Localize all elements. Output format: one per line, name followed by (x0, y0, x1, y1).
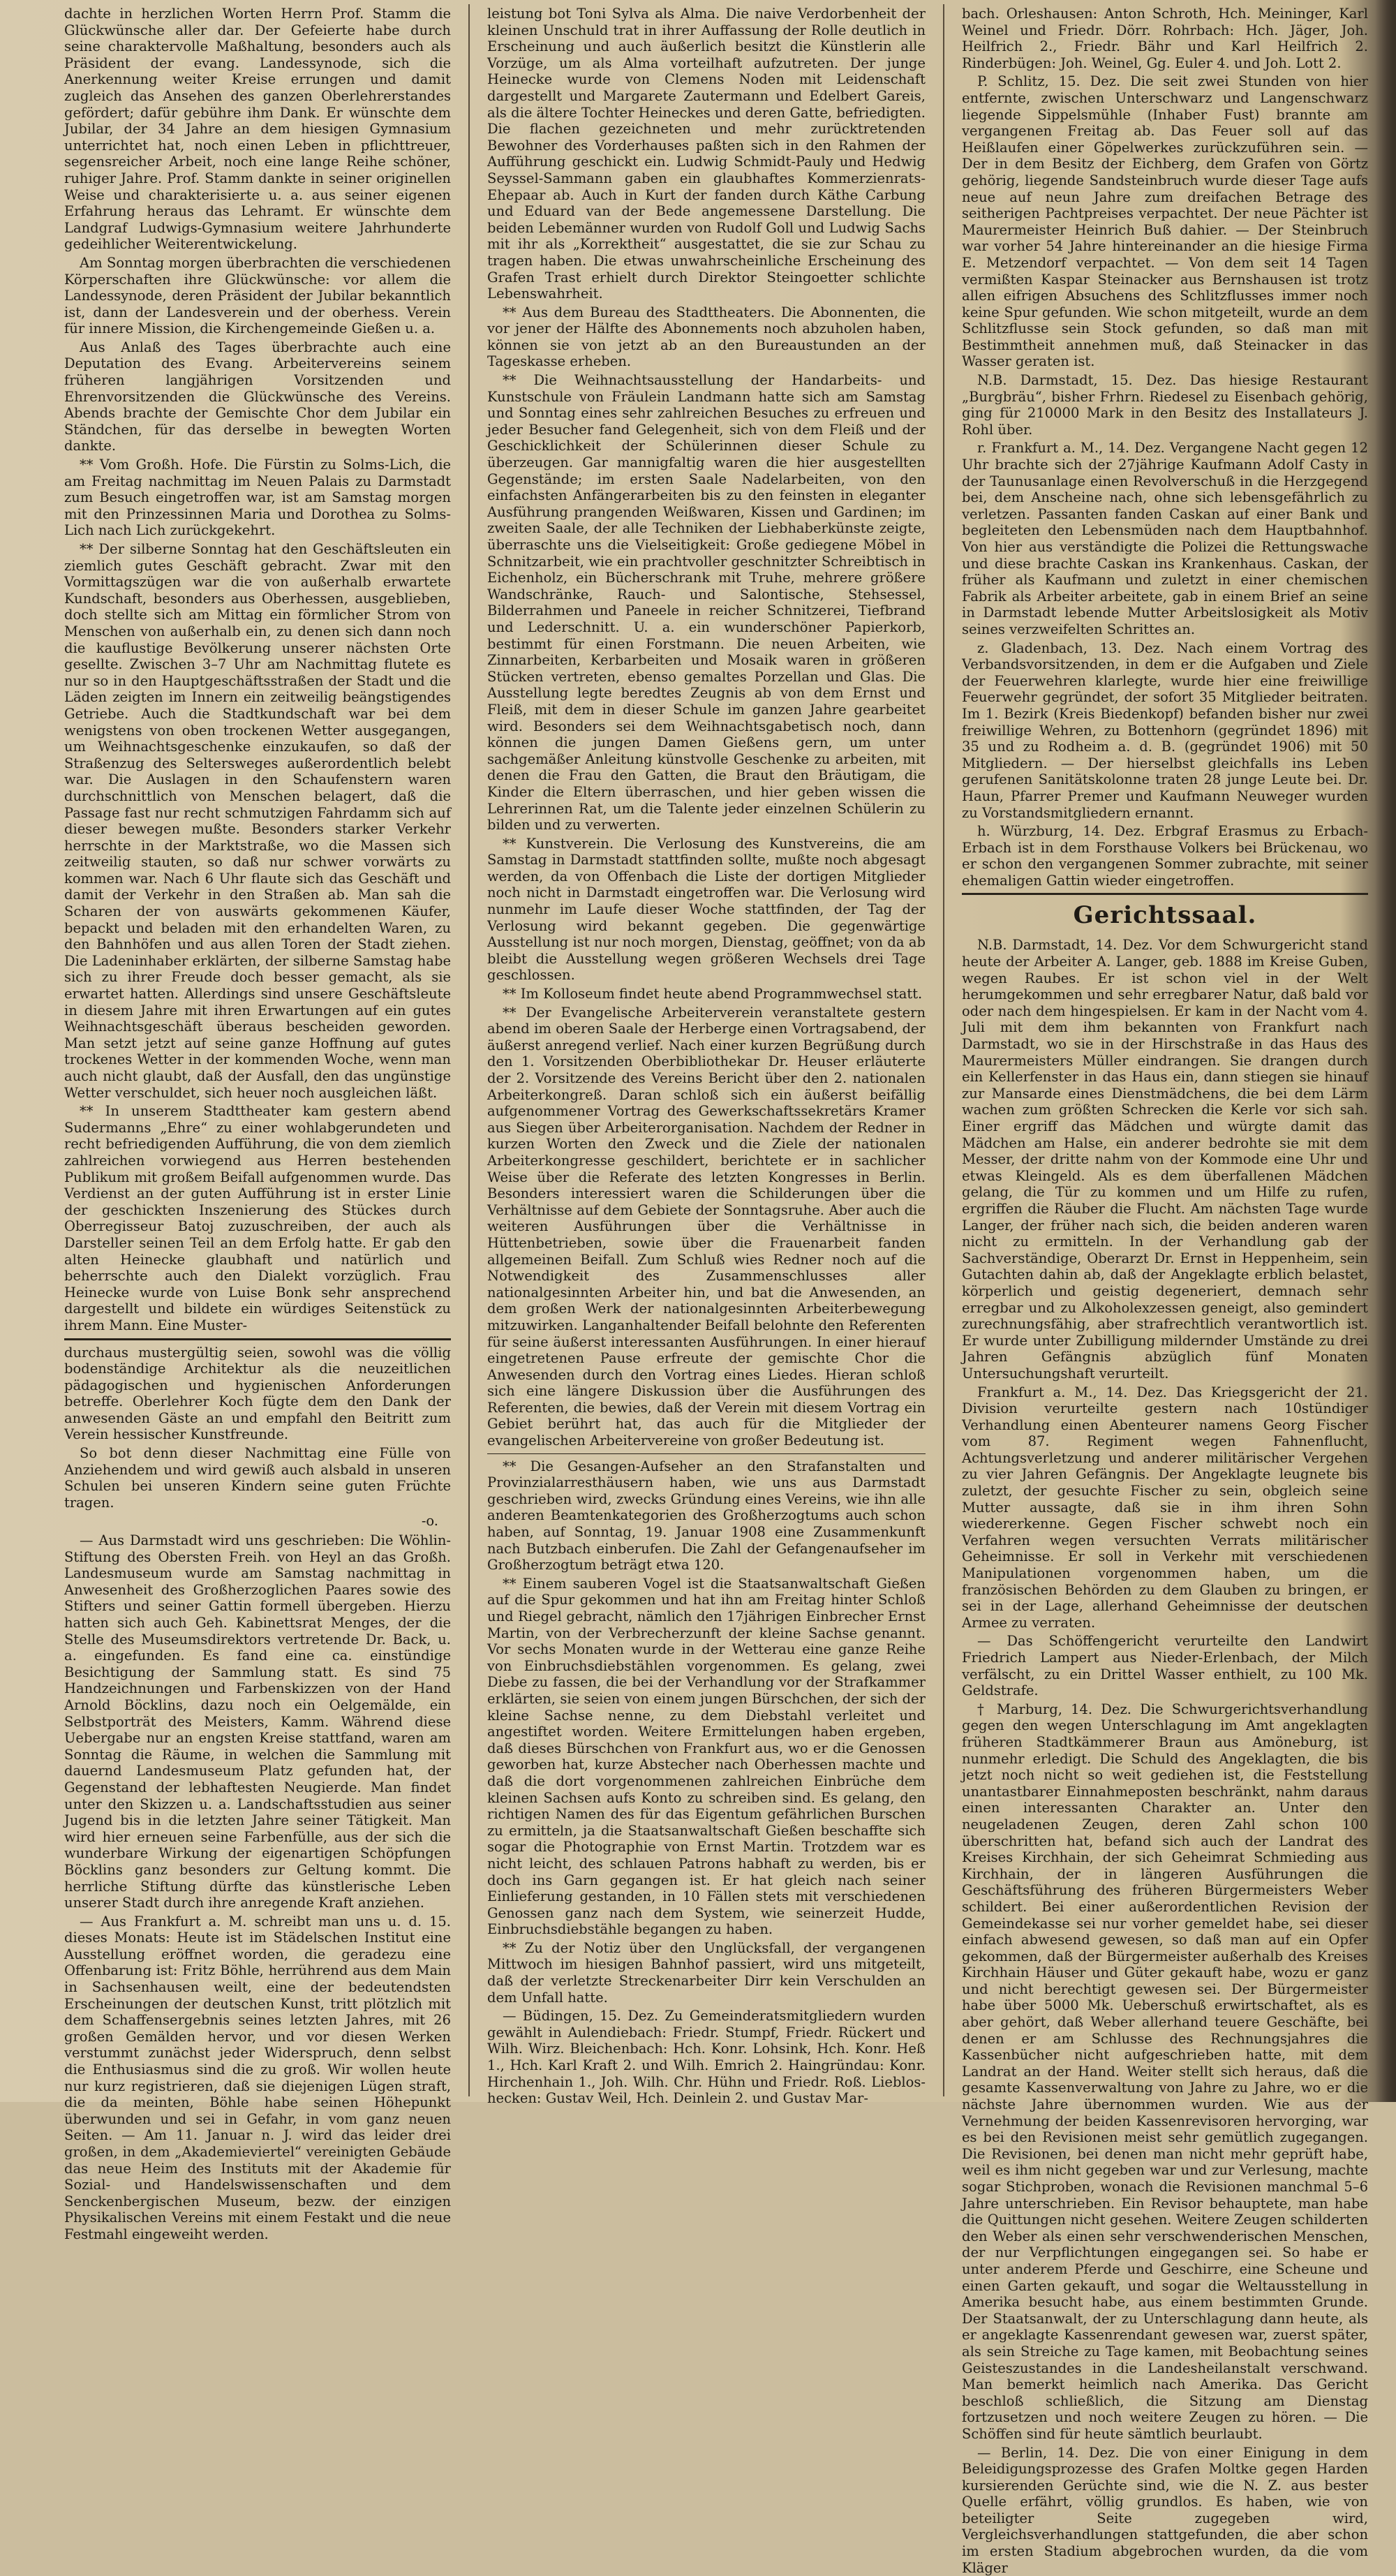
article-paragraph: Aus Anlaß des Tages überbrachte auch eine Deputation des Evang. Arbeitervereins seinem früheren langjährigen Vorsitzenden und Ehrenvorsitzenden die Glückwünsche des Vereins. Abends brachte der Gemischte Chor dem Jubilar ein Ständchen, für das derselbe in bewegten Worten dankte. (64, 339, 451, 454)
article-paragraph: r. Frankfurt a. M., 14. Dez. Vergangene Nacht gegen 12 Uhr brachte sich der 27jährige Kaufmann Adolf Casty in der Taunusanlage einen Revolverschuß in die Herzgegend bei, dem Anscheine nach, ohne sich lebensgefährlich zu verletzen. Passanten fanden Caskan auf einer Bank und begleiteten den Lebensmüden nach dem Hauptbahnhof. Von hier aus verständigte die Polizei die Rettungswache und diese brachte Caskan ins Krankenhaus. Caskan, der früher als Kaufmann und zuletzt in einer chemischen Fabrik als Arbeiter arbeitete, gab in einem Brief an seine in Darmstadt lebende Mutter Arbeitslosigkeit als Motiv seines verzweifelten Schrittes an. (962, 440, 1368, 637)
article-paragraph: — Aus Darmstadt wird uns geschrieben: Die Wöhlin-Stiftung des Obersten Freih. von Heyl an das Großh. Landesmuseum wurde am Samstag nachmittag in Anwesenheit des Großherzoglichen Paares sowie des Stifters und seiner Gattin formell übergeben. Hierzu hatten sich auch Geh. Kabinettsrat Menges, der die Stelle des Museumsdirektors vertretende Dr. Back, u. a. eingefunden. Es fand eine ca. einstündige Besichtigung der Sammlung statt. Es sind 75 Handzeichnungen und Farbenskizzen von der Hand Arnold Böcklins, dazu noch ein Oelgemälde, ein Selbstporträt des Meisters, Kamm. Während diese Uebergabe nur an engsten Kreise stattfand, waren am Sonntag die Räume, in welchen die Sammlung mit dauernd Landesmuseum Platz gefunden hat, der Gegenstand der lebhaftesten Neugierde. Man findet unter den Skizzen u. a. Landschaftsstudien aus seiner Jugend bis in die letzten Jahre seiner Tätigkeit. Man wird hier erneuen seine Farbenfülle, aus der sich die wunderbare Wirkung der eigenartigen Schöpfungen Böcklins ganz besonders zur Geltung kommt. Die herrliche Stiftung dürfte das künstlerische Leben unserer Stadt durch ihre anregende Kraft anziehen. (64, 1532, 451, 1911)
article-paragraph: ** Im Kolloseum findet heute abend Programmwechsel statt. (487, 986, 926, 1002)
binding-edge-shadow (1375, 0, 1396, 2102)
article-paragraph: ** Einem sauberen Vogel ist die Staatsanwaltschaft Gießen auf die Spur gekommen und hat ihn am Freitag hinter Schloß und Riegel gebracht, nämlich den 17jährigen Einbrecher Ernst Martin, von der Verbrecherzunft der kleine Sachse genannt. Vor sechs Monaten wurde in der Wetterau eine ganze Reihe von Einbruchsdiebstählen vorgenommen. Es gelang, zwei Diebe zu fassen, die bei der Verhandlung vor der Strafkammer erklärten, sie seien von einem jungen Bürschchen, der sich der kleine Sachse nenne, zu dem Diebstahl verleitet und angestiftet worden. Weitere Ermittelungen haben ergeben, daß dieses Bürschchen von Frankfurt aus, wo er die Genossen geworben hat, kurze Abstecher nach Oberhessen machte und daß die dort vorgenommenen zahlreichen Einbrüche dem kleinen Sachsen aufs Konto zu schreiben sind. Es gelang, den richtigen Namen des für das Eigentum gefährlichen Burschen zu ermitteln, ja die Staatsanwaltschaft Gießen beschaffte sich sogar die Photographie von Ernst Martin. Trotzdem war es nicht leicht, des schlauen Patrons habhaft zu werden, bis er doch ins Garn gegangen ist. Er hat gleich nach seiner Einlieferung gestanden, in 10 Fällen stets mit verschiedenen Genossen ganz nach dem System, wie seinerzeit Hudde, Einbruchsdiebstähle begangen zu haben. (487, 1576, 926, 1938)
article-paragraph: ** Aus dem Bureau des Stadttheaters. Die Abonnenten, die vor jener der Hälfte des Abonnements noch abzuholen haben, können sie von jetzt ab an den Bureaustunden an der Tageskasse erheben. (487, 304, 926, 370)
article-paragraph: ** Der Evangelische Arbeiterverein veranstaltete gestern abend im oberen Saale der Herberge einen Vortragsabend, der äußerst anregend verlief. Nach einer kurzen Begrüßung durch den 1. Vorsitzenden Oberbibliothekar Dr. Heuser erläuterte der 2. Vorsitzende des Vereins Bericht über den 2. nationalen Arbeiterkongreß. Daran schloß sich ein äußerst beifällig aufgenommener Vortrag des Gewerkschaftssekretärs Kramer aus Siegen über Arbeiterorganisation. Nachdem der Redner in kurzen Worten den Zweck und die Ziele der nationalen Arbeiterkongresse geschildert, berichtete er in sachlicher Weise über die Referate des letzten Kongresses in Berlin. Besonders interessiert waren die Schilderungen über die Verhältnisse auf dem Gebiete der Sonntagsruhe. Aber auch die weiteren Ausführungen über die Verhältnisse in Hüttenbetrieben, sowie über die Frauenarbeit fanden allgemeinen Beifall. Zum Schluß wies Redner noch auf die Notwendigkeit des Zusammenschlusses aller nationalgesinnten Arbeiter hin, und bat die Anwesenden, an dem großen Werk der nationalgesinnten Arbeiterbewegung mitzuwirken. Langanhaltender Beifall belohnte den Referenten für seine äußerst interessanten Ausführungen. In einer hierauf eingetretenen Pause erfreute der gemischte Chor die Anwesenden durch den Vortrag eines Liedes. Hieran schloß sich eine längere Diskussion über die Ausführungen des Referenten, die bewies, daß der Verein mit diesem Vortrag ein Gebiet berührt hat, das auch für die Mitglieder der evangelischen Arbeitervereine von großer Bedeutung ist. (487, 1005, 926, 1449)
article-paragraph: N.B. Darmstadt, 14. Dez. Vor dem Schwurgericht stand heute der Arbeiter A. Langer, geb. 1888 im Kreise Guben, wegen Raubes. Er ist schon viel in der Welt herumgekommen und sehr erregbarer Natur, daß bald vor oder nach dem hingespielsen. Er kam in der Nacht vom 4. Juli mit dem ihm bekannten von Frankfurt nach Darmstadt, wo sie in der Hirschstraße in das Haus des Maurermeisters Müller eindrangen. Sie drangen durch ein Kellerfenster in das Haus ein, dann stiegen sie hinauf zur Mansarde eines Dienstmädchens, die bei dem Lärm wachen zum größten Schrecken die Kerle vor sich sah. Einer ergriff das Mädchen und würgte damit das Mädchen am Halse, ein anderer bedrohte sie mit dem Messer, der dritte nahm von der Kommode eine Uhr und etwas Kleingeld. Als es dem überfallenen Mädchen gelang, die Tür zu kommen und um Hilfe zu rufen, ergriffen die Räuber die Flucht. Am nächsten Tage wurde Langer, der früher nach sich, die beiden anderen waren nicht zu ermitteln. In der Verhandlung gab der Sachverständige, Oberarzt Dr. Ernst in Heppenheim, sein Gutachten dahin ab, daß der Angeklagte erblich belastet, körperlich und geistig degeneriert, demnach sehr erregbar und zu Alkoholexzessen geneigt, also gemindert zurechnungsfähig, aber strafrechtlich verantwortlich ist. Er wurde unter Zubilligung mildernder Umstände zu drei Jahren Gefängnis abzüglich fünf Monaten Untersuchungshaft verurteilt. (962, 937, 1368, 1382)
article-paragraph: So bot denn dieser Nachmittag eine Fülle von Anziehendem und wird gewiß auch alsbald in unseren Schulen bei unseren Kindern seine guten Früchte tragen. (64, 1445, 451, 1511)
article-paragraph: durchaus mustergültig seien, sowohl was die völlig bodenständige Architektur als die neuzeitlichen pädagogischen und hygienischen Anforderungen betreffe. Oberlehrer Koch fügte dem den Dank der anwesenden Gäste an und empfahl den Beitritt zum Verein hessischer Kunstfreunde. (64, 1345, 451, 1444)
article-paragraph: Frankfurt a. M., 14. Dez. Das Kriegsgericht der 21. Division verurteilte gestern nach 10stündiger Verhandlung einen Abenteurer namens Georg Fischer vom 87. Regiment wegen Fahnenflucht, Achtungsverletzung und anderer militärischer Vergehen zu vier Jahren Gefängnis. Der Angeklagte leugnete bis zuletzt, der gesuchte Fischer zu sein, obgleich seine Mutter aussagte, daß sie in ihm ihren Sohn wiedererkenne. Gegen Fischer schwebt noch ein Verfahren wegen versuchten Verrats militärischer Geheimnisse. Er soll in Verkehr mit verschiedenen Manipulationen vorgenommen haben, um die französischen Behörden zu dem Glauben zu bringen, er sei in der Lage, allerhand Geheimnisse der deutschen Armee zu verraten. (962, 1384, 1368, 1631)
article-paragraph: Am Sonntag morgen überbrachten die verschiedenen Körperschaften ihre Glückwünsche: vor allem die Landessynode, deren Präsident der Jubilar bekanntlich ist, dann der Landesverein und der oberhess. Verein für innere Mission, die Kirchengemeinde Gießen u. a. (64, 255, 451, 337)
article-paragraph: h. Würzburg, 14. Dez. Erbgraf Erasmus zu Erbach-Erbach ist in dem Forsthause Volkers bei Brückenau, wo er schon den vergangenen Sommer zubrachte, mit seiner ehemaligen Gattin wieder eingetroffen. (962, 823, 1368, 889)
article-paragraph: N.B. Darmstadt, 15. Dez. Das hiesige Restaurant „Burgbräu“, bisher Frhrn. Riedesel zu Eisenbach gehörig, ging für 210000 Mark in den Besitz des Installateurs J. Rohl über. (962, 372, 1368, 438)
section-heading: Gerichtssaal. (962, 901, 1368, 930)
article-paragraph: † Marburg, 14. Dez. Die Schwurgerichtsverhandlung gegen den wegen Unterschlagung im Amt angeklagten früheren Stadtkämmerer Braun aus Amöneburg, ist nunmehr erledigt. Die Schuld des Angeklagten, die bis jetzt noch nicht so weit gediehen ist, die Feststellung unantastbarer Einnahmeposten beschränkt, nahm daraus einen interessanten Charakter an. Unter den neugeladenen Zeugen, deren Zahl schon 100 überschritten hat, befand sich auch der Landrat des Kreises Kirchhain, der sich Geheimrat Schmieding aus Kirchhain, der in längeren Ausführungen die Geschäftsführung des früheren Bürgermeisters Weber schildert. Bei einer außerordentlichen Revision der Gemeindekasse sei nur vorher gemeldet habe, sei dieser einfach abwesend gewesen, so daß man auf ein Opfer gekommen, daß der Bürgermeister außerhalb des Kreises Kirchhain Häuser und Güter gekauft habe, wozu er ganz und nicht berechtigt gewesen sei. Der Bürgermeister habe über 5000 Mk. Ueberschuß erwirtschaftet, als es aber gehört, daß Weber allerhand teuere Geschäfte, bei denen er am Schlusse des Rechnungsjahres die Kassenbücher nicht aufgeschrieben hatte, mit dem Landrat an der Hand. Weiter stellt sich heraus, daß die gesamte Kassenverwaltung von Jahre zu Jahre, wo er die nächste Jahre übernommen wurden. Wie aus der Vernehmung der beiden Kassenrevisoren hervorging, war es bei den Revisionen meist sehr gemütlich zugegangen. Die Revisionen, bei denen man nicht mehr geprüft habe, weil es ihm nicht gegeben war und zur Verlesung, machte sogar Stichproben, wonach die Revisionen manchmal 5–6 Jahre unterschrieben. Ein Revisor behauptete, man habe die Quittungen nicht gesehen. Weitere Zeugen schilderten den Weber als einen sehr verschwenderischen Menschen, der nur Verpflichtungen eingegangen sei. So habe er unter anderem Pferde und Geschirre, eine Scheune und einen Garten gekauft, und sogar die Weltausstellung in Amerika besucht habe, aus einem bestimmten Grunde. Der Staatsanwalt, der zu Unterschlagung dann heute, als er angeklagte Kassenrendant gewesen war, zuerst später, als sein Streiche zu Tage kamen, mit Beobachtung seines Geisteszustandes in die Landesheilanstalt verschwand. Man bemerkt heimlich nach Amerika. Das Gericht beschloß schließlich, die Sitzung am Dienstag fortzusetzen und noch weitere Zeugen zu hören. — Die Schöffen sind für heute sämtlich beurlaubt. (962, 1701, 1368, 2443)
article-paragraph: ** Zu der Notiz über den Unglücksfall, der vergangenen Mittwoch im hiesigen Bahnhof passiert, wird uns mitgeteilt, daß der verletzte Streckenarbeiter Dirr kein Verschulden an dem Unfall hatte. (487, 1940, 926, 2006)
article-paragraph: P. Schlitz, 15. Dez. Die seit zwei Stunden von hier entfernte, zwischen Unterschwarz und Langenschwarz liegende Sippelsmühle (Inhaber Fust) brannte am vergangenen Freitag ab. Das Feuer soll auf das Heißlaufen einer Göpelwerkes zurückzuführen sein. — Der in dem Besitz der Eichberg, dem Grafen von Görtz gehörig, liegende Sandsteinbruch wurde dieser Tage aufs neue auf neun Jahre zum dreifachen Betrage des seitherigen Pachtpreises verpachtet. Der neue Pächter ist Maurermeister Heinrich Buß dahier. — Der Steinbruch war vorher 54 Jahre hintereinander an die hiesige Firma E. Metzendorf verpachtet. — Von dem seit 14 Tagen vermißten Kaspar Steinacker aus Bernshausen ist trotz allen eifrigen Absuchens des Schlitzflusses immer noch keine Spur gefunden. Wie schon mitgeteilt, wurde an dem Schlitzflusse sein Stock gefunden, so daß man mit Bestimmtheit annehmen muß, daß Steinacker in das Wasser geraten ist. (962, 73, 1368, 370)
article-paragraph: dachte in herzlichen Worten Herrn Prof. Stamm die Glückwünsche aller dar. Der Gefeierte habe durch seine charaktervolle Maßhaltung, besonders auch als Präsident der evang. Landessynode, sich die Anerkennung weiter Kreise errungen und damit zugleich das Ansehen des ganzen Oberlehrerstandes gefördert; dafür gebühre ihm Dank. Er wünschte dem Jubilar, der 34 Jahre an dem hiesigen Gymnasium unterrichtet hat, noch einen Leben in pflichttreuer, segensreicher Arbeit, noch eine lange Reihe schöner, ruhiger Jahre. Prof. Stamm dankte in seiner originellen Weise und charakterisierte u. a. aus seiner eigenen Erfahrung heraus das Lehramt. Er wünschte dem Landgraf Ludwigs-Gymnasium weitere Jahrhunderte gedeihlicher Weiterentwickelung. (64, 6, 451, 253)
column-1 (64, 6, 451, 2095)
section-divider (64, 1338, 451, 1340)
article-paragraph: ** Vom Großh. Hofe. Die Fürstin zu Solms-Lich, die am Freitag nachmittag im Neuen Palais zu Darmstadt zum Besuch eingetroffen war, ist am Samstag morgen mit den Prinzessinnen Maria und Dorothea zu Solms-Lich nach Lich zurückgekehrt. (64, 457, 451, 539)
article-paragraph: z. Gladenbach, 13. Dez. Nach einem Vortrag des Verbandsvorsitzenden, in dem er die Aufgaben und Ziele der Feuerwehren klarlegte, wurde hier eine freiwillige Feuerwehr gegründet, der sofort 35 Mitglieder beitraten. Im 1. Bezirk (Kreis Biedenkopf) befanden bisher nur zwei freiwillige Wehren, zu Bottenhorn (gegründet 1896) mit 35 und zu Rodheim a. d. B. (gegründet 1906) mit 50 Mitgliedern. — Der hierselbst gleichfalls ins Leben gerufenen Sanitätskolonne traten 28 junge Leute bei. Dr. Haun, Pfarrer Premer und Kaufmann Neuweger wurden zu Vorstandsmitgliedern ernannt. (962, 640, 1368, 822)
signature: -o. (64, 1513, 438, 1530)
section-divider (962, 893, 1368, 895)
column-rule (468, 4, 470, 2096)
column-rule (943, 4, 944, 2096)
article-paragraph: leistung bot Toni Sylva als Alma. Die naive Verdorbenheit der kleinen Unschuld trat in ihrer Auffassung der Rolle deutlich in Erscheinung und auch äußerlich besitzt die Künstlerin alle Vorzüge, um als Alma vorteilhaft aufzutreten. Der junge Heinecke wurde von Clemens Noden mit Leidenschaft dargestellt und Margarete Zautermann und Edelbert Gareis, als die ältere Tochter Heineckes und deren Gatte, befriedigten. Die flachen gezeichneten und mehr zurücktretenden Bewohner des Vorderhauses paßten sich in den Rahmen der Aufführung geschickt ein. Ludwig Schmidt-Pauly und Hedwig Seyssel-Sammann gaben ein glaubhaftes Kommerzienrats-Ehepaar ab. Auch in Kurt der fanden durch Käthe Carbung und Eduard van der Bede angemessene Darstellung. Die beiden Lebemänner wurden von Rudolf Goll und Ludwig Sachs mit ihr als „Korrektheit“ ausgestattet, die sie zur Schau zu tragen haben. Die etwas unwahrscheinliche Erscheinung des Grafen Trast erhielt durch Direktor Steingoetter schlichte Lebenswahrheit. (487, 6, 926, 302)
article-paragraph: bach. Orleshausen: Anton Schroth, Hch. Meininger, Karl Weinel und Friedr. Dörr. Rohrbach: Hch. Jäger, Joh. Heilfrich 2., Friedr. Bähr und Karl Heilfrich 2. Rinderbügen: Joh. Weinel, Gg. Euler 4. und Joh. Lott 2. (962, 6, 1368, 71)
column-2 (487, 6, 926, 2095)
column-3 (962, 6, 1368, 2095)
article-paragraph: — Büdingen, 15. Dez. Zu Gemeinderatsmitgliedern wurden gewählt in Aulendiebach: Friedr. Stumpf, Friedr. Rückert und Wilh. Wirz. Bleichenbach: Hch. Konr. Lohsink, Hch. Konr. Heß 1., Hch. Karl Kraft 2. und Wilh. Emrich 2. Haingründau: Konr. Hirchenhain 1., Joh. Wilh. Chr. Hühn und Friedr. Roß. Lieblos-hecken: Gustav Weil, Hch. Deinlein 2. und Gustav Mar- (487, 2008, 926, 2107)
section-divider (487, 1453, 926, 1454)
article-paragraph: — Berlin, 14. Dez. Die von einer Einigung in dem Beleidigungsprozesse des Grafen Moltke gegen Harden kursierenden Gerüchte sind, wie die N. Z. aus bester Quelle erfährt, völlig grundlos. Es haben, wie von beteiligter Seite zugegeben wird, Vergleichsverhandlungen stattgefunden, die aber schon im ersten Stadium abgebrochen wurden, da die vom Kläger (962, 2445, 1368, 2576)
article-paragraph: ** Die Gesangen-Aufseher an den Strafanstalten und Provinzialarresthäusern haben, wie uns aus Darmstadt geschrieben wird, zwecks Gründung eines Vereins, wie ihn alle anderen Beamtenkategorien des Großherzogtums auch schon haben, auf Sonntag, 19. Januar 1908 eine Zusammenkunft nach Butzbach einberufen. Die Zahl der Gefangenaufseher im Großherzogtum beträgt etwa 120. (487, 1458, 926, 1574)
article-paragraph: ** Die Weihnachtsausstellung der Handarbeits- und Kunstschule von Fräulein Landmann hatte sich am Samstag und Sonntag eines sehr zahlreichen Besuches zu erfreuen und jeder Besucher fand Gelegenheit, sich von dem Fleiß und der Geschicklichkeit der Schülerinnen dieser Schule zu überzeugen. Gar mannigfaltig waren die hier ausgestellten Gegenstände; im ersten Saale Nadelarbeiten, von den einfachsten Anfängerarbeiten bis zu den feinsten in eleganter Ausführung prangenden Weißwaren, Kissen und Gardinen; im zweiten Saale, der alle Techniken der Liebhaberkünste zeigte, überraschte uns die Vielseitigkeit: Große gediegene Möbel in Schnitzarbeit, wie ein prachtvoller geschnitzter Schreibtisch in Eichenholz, ein Bücherschrank mit Truhe, mehrere größere Wandschränke, Rauch- und Salontische, Stehsessel, Bilderrahmen und Paneele in reicher Schnitzerei, Tiefbrand und Lederschnitt. U. a. ein wunderschöner Papierkorb, bestimmt für einen Forstmann. Die neuen Arbeiten, wie Zinnarbeiten, Kerbarbeiten und Mosaik waren in größeren Stücken vertreten, ebenso gemaltes Porzellan und Glas. Die Ausstellung legte beredtes Zeugnis ab von dem Ernst und Fleiß, mit dem in dieser Schule im ganzen Jahre gearbeitet wird. Besonders sei dem Weihnachtsgabetisch noch, dann können die jungen Damen Gießens gern, um unter sachgemäßer Anleitung künstvolle Geschenke zu arbeiten, mit denen die Frau den Gatten, die Braut den Bräutigam, die Kinder die Eltern überraschen, und hier geben wissen die Lehrerinnen Rat, um die Talente jeder einzelnen Schülerin zu bilden und zu verwerten. (487, 372, 926, 834)
article-paragraph: ** Der silberne Sonntag hat den Geschäftsleuten ein ziemlich gutes Geschäft gebracht. Zwar mit den Vormittagszügen war die von außerhalb erwartete Kundschaft, besonders aus Oberhessen, ausgeblieben, doch stellte sich am Mittag ein förmlicher Strom von Menschen von außerhalb ein, zu denen sich dann noch die kauflustige Bevölkerung unserer nächsten Orte gesellte. Zwischen 3–7 Uhr am Nachmittag flutete es nur so in den Hauptgeschäftsstraßen der Stadt und die Läden zeigten im Innern ein zeitweilig beängstigendes Getriebe. Auch die Stadtkundschaft war bei dem wenigstens von oben trockenen Wetter ausgegangen, um Weihnachtsgeschenke einzukaufen, so daß der Straßenzug des Seltersweges außerordentlich belebt war. Die Auslagen in den Schaufenstern waren durchschnittlich von Menschen belagert, daß die Passage fast nur recht schmutzigen Fahrdamm sich auf dieser bewegen mußte. Besonders starker Verkehr herrschte in der Marktstraße, wo die Massen sich zeitweilig stauten, so daß nur schwer vorwärts zu kommen war. Nach 6 Uhr flaute sich das Geschäft und damit der Verkehr in den Straßen ab. Man sah die Scharen der von auswärts gekommenen Käufer, bepackt und beladen mit den erhandelten Waren, zu den Bahnhöfen und aus allen Toren der Stadt ziehen. Die Ladeninhaber erklärten, der silberne Samstag habe sich zu ihrer Freude doch besser gemacht, als sie erwartet hatten. Allerdings sind unsere Geschäftsleute in diesem Jahre mit ihren Erwartungen auf ein gutes Weihnachtsgeschäft überaus bescheiden geworden. Man setzt jetzt auf seine ganze Hoffnung auf gutes trockenes Wetter in der kommenden Woche, wenn man auch nicht glaubt, daß der Ausfall, den das ungünstige Wetter verschuldet, sich heuer noch ausgleichen läßt. (64, 541, 451, 1101)
article-paragraph: — Das Schöffengericht verurteilte den Landwirt Friedrich Lampert aus Nieder-Erlenbach, der Milch verfälscht, zu ein Drittel Wasser enthielt, zu 100 Mk. Geldstrafe. (962, 1633, 1368, 1698)
article-paragraph: — Aus Frankfurt a. M. schreibt man uns u. d. 15. dieses Monats: Heute ist im Städelschen Institut eine Ausstellung eröffnet worden, die geradezu eine Offenbarung ist: Fritz Böhle, herrührend aus dem Main in Sachsenhausen weilt, eine der bedeutendsten Erscheinungen der deutschen Kunst, tritt plötzlich mit dem Schaffensergebnis seines letzten Jahres, mit 26 großen Gemälden hervor, und vor diesen Werken verstummt zunächst jeder Widerspruch, denn selbst die Enthusiasmus sind die zu groß. Wir wollen heute nur kurz registrieren, daß sie diejenigen Lügen straft, die da meinten, Böhle habe seinen Höhepunkt überwunden und sei in Gefahr, in vom ganz neuen Seiten. — Am 11. Januar n. J. wird das leider drei großen, in dem „Akademieviertel“ vereinigten Gebäude das neue Heim des Instituts mit der Akademie für Sozial- und Handelswissenschaften und dem Senckenbergischen Museum, bezw. der einzigen Physikalischen Vereins mit einem Festakt und die neue Festmahl eingeweiht werden. (64, 1914, 451, 2243)
article-paragraph: ** Kunstverein. Die Verlosung des Kunstvereins, die am Samstag in Darmstadt stattfinden sollte, mußte noch abgesagt werden, da von Offenbach die Liste der dortigen Mitglieder noch nicht in Darmstadt eingetroffen war. Die Verlosung wird nunmehr im Laufe dieser Woche stattfinden, der Tag der Verlosung wird bekannt gegeben. Die gegenwärtige Ausstellung ist nur noch morgen, Dienstag, geöffnet; von da ab bleibt die Ausstellung wegen größeren Wechsels drei Tage geschlossen. (487, 836, 926, 984)
article-paragraph: ** In unserem Stadttheater kam gestern abend Sudermanns „Ehre“ zu einer wohlabgerundeten und recht befriedigenden Aufführung, die von dem ziemlich zahlreichen vorwiegend aus Herren bestehenden Publikum mit großem Beifall aufgenommen wurde. Das Verdienst an der guten Aufführung ist in erster Linie der geschickten Inszenierung des Stückes durch Oberregisseur Batoj zuzuschreiben, der auch als Darsteller seinen Teil an dem Erfolg hatte. Er gab den alten Heinecke glaubhaft und natürlich und beherrschte auch den Dialekt vorzüglich. Frau Heinecke wurde von Luise Bonk sehr ansprechend dargestellt und bildete ein würdiges Seitenstück zu ihrem Mann. Eine Muster- (64, 1103, 451, 1333)
